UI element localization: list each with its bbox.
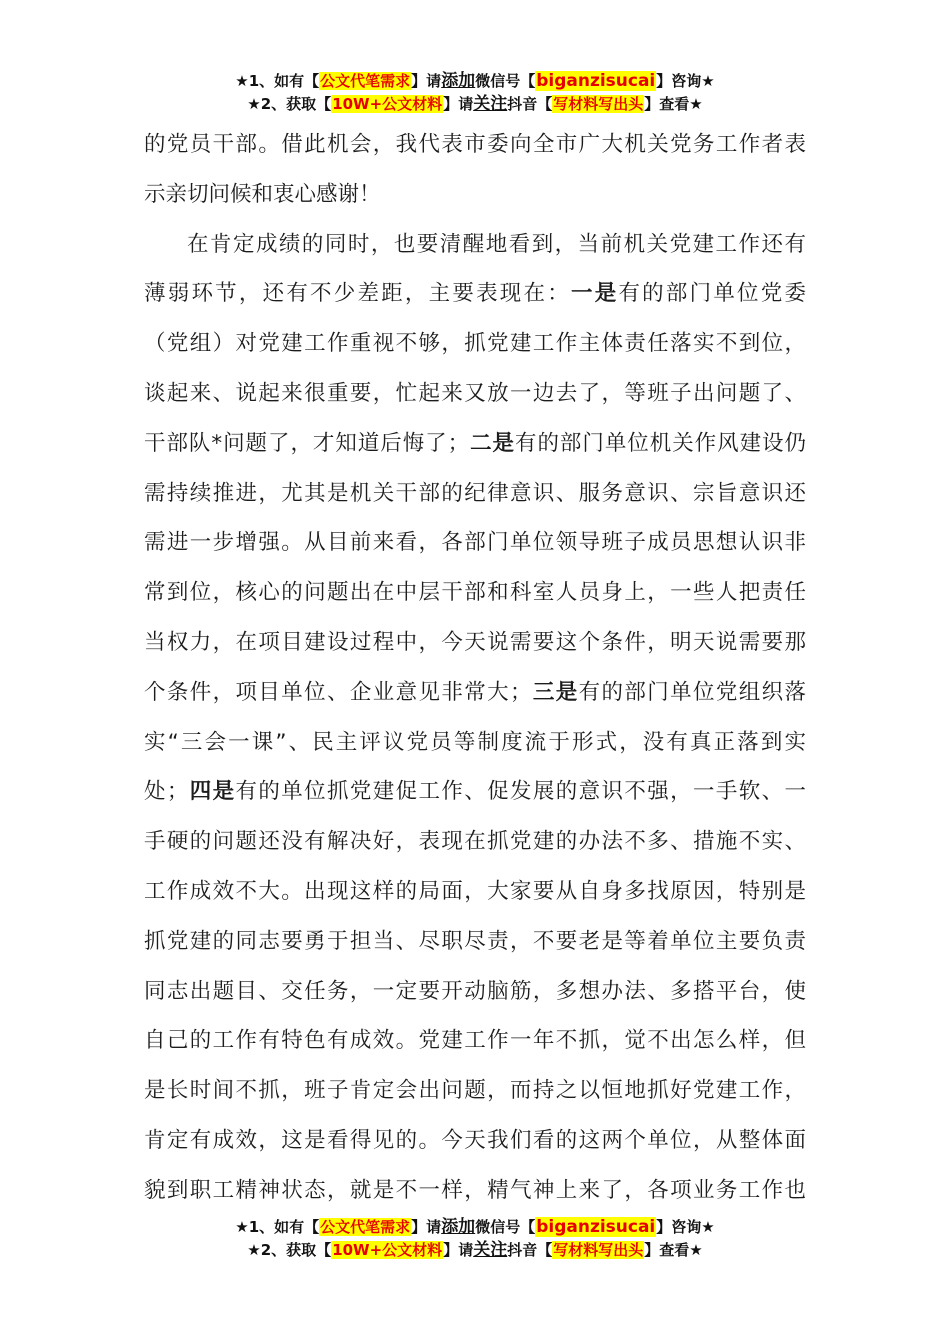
text-line: 抓党建的同志要勇于担当、尽职尽责，不要老是等着单位主要负责 — [144, 928, 806, 954]
text-line: 个条件，项目单位、企业意见非常大；三是有的部门单位党组织落 — [144, 679, 806, 705]
underlined-text: 关注 — [473, 94, 508, 114]
text-line: 需进一步增强。从目前来看，各部门单位领导班子成员思想认识非 — [144, 530, 806, 556]
douyin-account: 写材料写出头 — [553, 1241, 644, 1259]
wechat-id: biganzisucai — [536, 71, 656, 91]
text-line: 当权力，在项目建设过程中，今天说需要这个条件，明天说需要那 — [144, 629, 806, 655]
bold-marker: 四是 — [188, 779, 236, 805]
text-line: 肯定有成效，这是看得见的。今天我们看的这两个单位，从整体面 — [144, 1127, 806, 1153]
wechat-id: biganzisucai — [536, 1217, 656, 1237]
text-line: 工作成效不大。出现这样的局面，大家要从自身多找原因，特别是 — [144, 878, 806, 904]
text-line: 示亲切问候和衷心感谢！ — [144, 181, 381, 207]
text-line: 同志出题目、交任务，一定要开动脑筋，多想办法、多搭平台，使 — [144, 978, 806, 1004]
banner-line-1: ★1、如有【公文代笔需求】请添加微信号【biganzisucai】咨询★ — [235, 1217, 715, 1237]
bold-marker: 一是 — [570, 281, 619, 307]
underlined-text: 关注 — [473, 1240, 508, 1260]
text-line: （党组）对党建工作重视不够，抓党建工作主体责任落实不到位， — [144, 331, 806, 357]
text-line: 处；四是有的单位抓党建促工作、促发展的意识不强，一手软、一 — [144, 779, 806, 805]
douyin-account: 写材料写出头 — [553, 95, 644, 113]
highlight-text: 公文代笔需求 — [320, 1218, 411, 1236]
highlight-text: 10W+公文材料 — [332, 95, 443, 113]
banner-line-1: ★1、如有【公文代笔需求】请添加微信号【biganzisucai】咨询★ — [235, 71, 715, 91]
banner-line-2: ★2、获取【10W+公文材料】请关注抖音【写材料写出头】查看★ — [247, 1240, 703, 1260]
text-line: 是长时间不抓，班子肯定会出问题，而持之以恒地抓好党建工作， — [144, 1078, 806, 1104]
text-line: 需持续推进，尤其是机关干部的纪律意识、服务意识、宗旨意识还 — [144, 480, 806, 506]
banner-line-2: ★2、获取【10W+公文材料】请关注抖音【写材料写出头】查看★ — [247, 94, 703, 114]
document-body — [144, 120, 806, 1216]
text-line: 常到位，核心的问题出在中层干部和科室人员身上，一些人把责任 — [144, 580, 806, 606]
text-line: 在肯定成绩的同时，也要清醒地看到，当前机关党建工作还有 — [187, 231, 806, 257]
underlined-text: 添加 — [441, 71, 476, 91]
text-line: 的党员干部。借此机会，我代表市委向全市广大机关党务工作者表 — [144, 132, 806, 157]
bold-marker: 二是 — [469, 430, 516, 456]
bold-marker: 三是 — [531, 679, 579, 705]
footer-banner — [0, 1216, 950, 1262]
text-line: 干部队*问题了，才知道后悔了；二是有的部门单位机关作风建设仍 — [144, 430, 806, 456]
text-line: 貌到职工精神状态，就是不一样，精气神上来了，各项业务工作也 — [144, 1177, 806, 1203]
header-banner — [0, 70, 950, 116]
text-line: 薄弱环节，还有不少差距，主要表现在：一是有的部门单位党委 — [144, 281, 806, 307]
text-line: 谈起来、说起来很重要，忙起来又放一边去了，等班子出问题了、 — [144, 380, 806, 406]
text-line: 自己的工作有特色有成效。党建工作一年不抓，觉不出怎么样，但 — [144, 1028, 806, 1054]
text-line: 实“三会一课”、民主评议党员等制度流于形式，没有真正落到实 — [144, 729, 806, 755]
highlight-text: 公文代笔需求 — [320, 72, 411, 90]
highlight-text: 10W+公文材料 — [332, 1241, 443, 1259]
underlined-text: 添加 — [441, 1217, 476, 1237]
text-line: 手硬的问题还没有解决好，表现在抓党建的办法不多、措施不实、 — [144, 829, 806, 855]
